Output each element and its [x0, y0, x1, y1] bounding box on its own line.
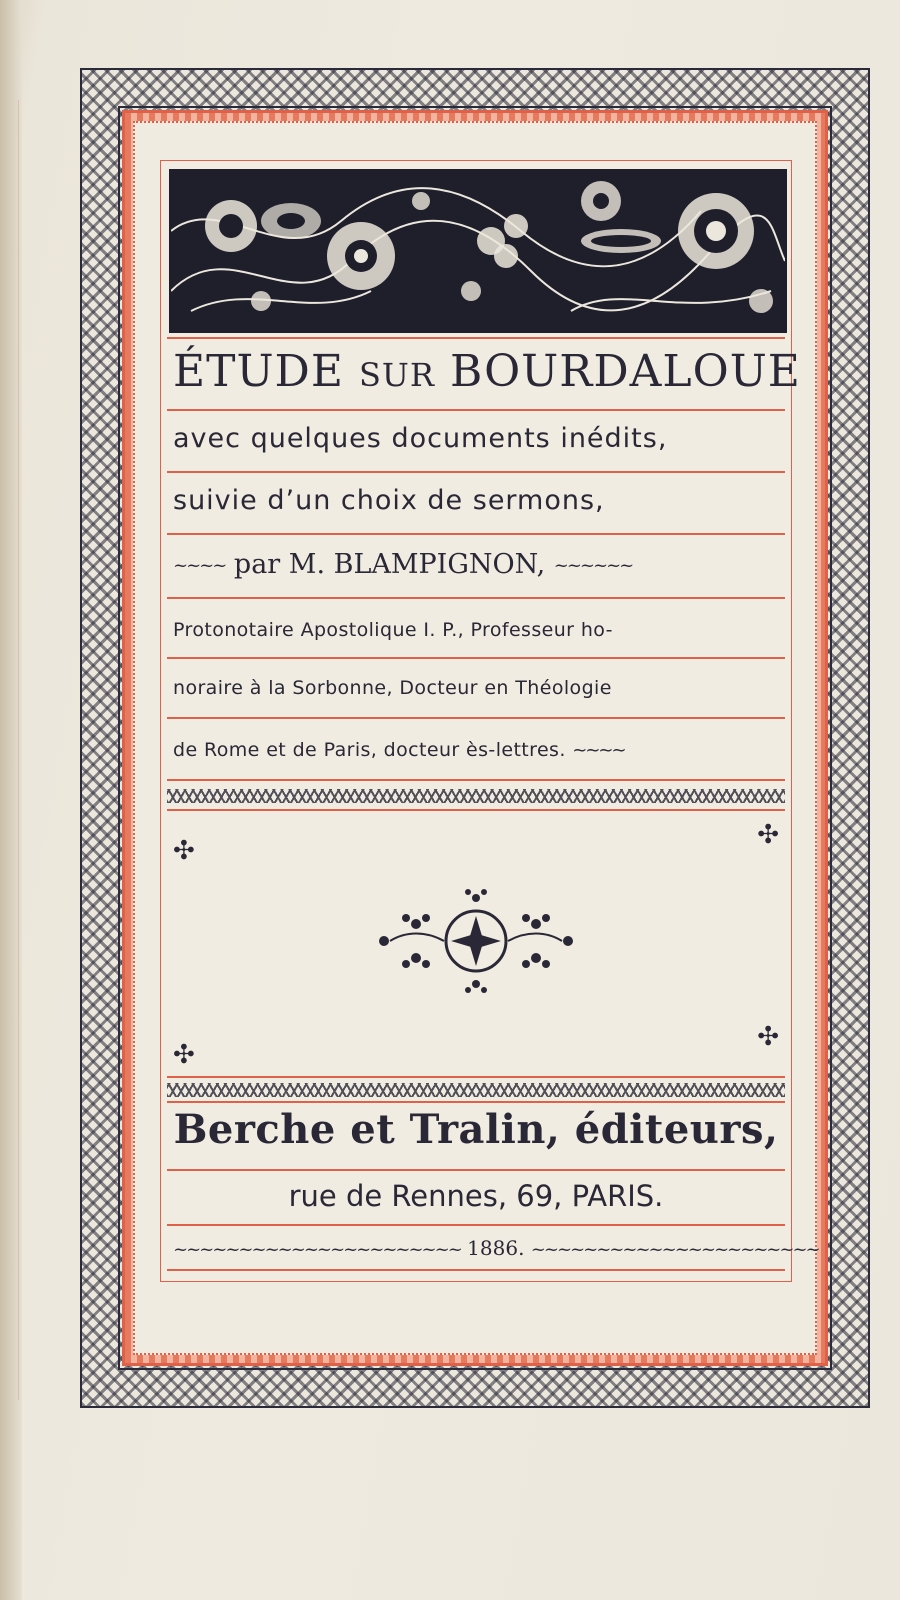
wave-ornament-icon: ~~~~~~: [553, 555, 633, 576]
rule-line: [167, 1076, 785, 1078]
title-main: ÉTUDE: [173, 346, 344, 397]
rule-line: [167, 409, 785, 411]
page-margin: [18, 100, 39, 1400]
floral-engraving-icon: [169, 169, 787, 333]
credentials-line-3: [173, 739, 779, 761]
rule-line: [167, 1169, 785, 1171]
credentials-line-1: Protonotaire Apostolique I. P., Professeur ho-: [173, 619, 613, 641]
address-line: rue de Rennes, 69, PARIS.: [288, 1179, 664, 1213]
author-name: par M. BLAMPIGNON,: [233, 549, 546, 580]
wave-ornament-icon: ~~~~: [572, 740, 625, 761]
central-ornament-area: [169, 820, 783, 1076]
rule-line: [167, 1224, 785, 1226]
rule-line: [167, 717, 785, 719]
credentials-line-2: noraire à la Sorbonne, Docteur en Théologie: [173, 677, 612, 699]
chain-border: [167, 789, 785, 803]
rule-line: [167, 779, 785, 781]
subtitle-line-1: avec quelques documents inédits,: [173, 423, 668, 454]
chain-border: [167, 1083, 785, 1097]
author-line: [173, 549, 779, 580]
rule-line: [167, 657, 785, 659]
title-panel: [160, 160, 819, 1282]
rule-line: [167, 1101, 785, 1103]
wave-ornament-icon: ~~~~~~~~~~~~~~~~~~~~~~: [173, 1239, 461, 1260]
year-line: [173, 1236, 819, 1260]
corner-fleuron-icon: ✣: [173, 1040, 195, 1070]
page-title: [173, 346, 801, 397]
rule-line: [167, 1269, 785, 1271]
rule-line: [167, 471, 785, 473]
rule-line: [167, 809, 785, 811]
rosette-ornament-icon: [376, 886, 576, 996]
title-name: BOURDALOUE: [449, 346, 801, 397]
corner-fleuron-icon: ✣: [757, 1022, 779, 1052]
rule-line: [167, 533, 785, 535]
wave-ornament-icon: ~~~~~~~~~~~~~~~~~~~~~~: [530, 1239, 819, 1260]
rule-line: [167, 597, 785, 599]
credentials-line-3-text: de Rome et de Paris, docteur ès-lettres.: [173, 739, 566, 761]
corner-fleuron-icon: ✣: [173, 836, 195, 866]
corner-fleuron-icon: ✣: [757, 820, 779, 850]
publisher-line: Berche et Tralin, éditeurs,: [173, 1106, 779, 1153]
subtitle-line-2: suivie d’un choix de sermons,: [173, 485, 605, 516]
rule-line: [167, 337, 785, 339]
wave-ornament-icon: ~~~~: [173, 555, 226, 576]
title-sur: SUR: [358, 356, 435, 394]
year-text: 1886.: [467, 1236, 525, 1260]
